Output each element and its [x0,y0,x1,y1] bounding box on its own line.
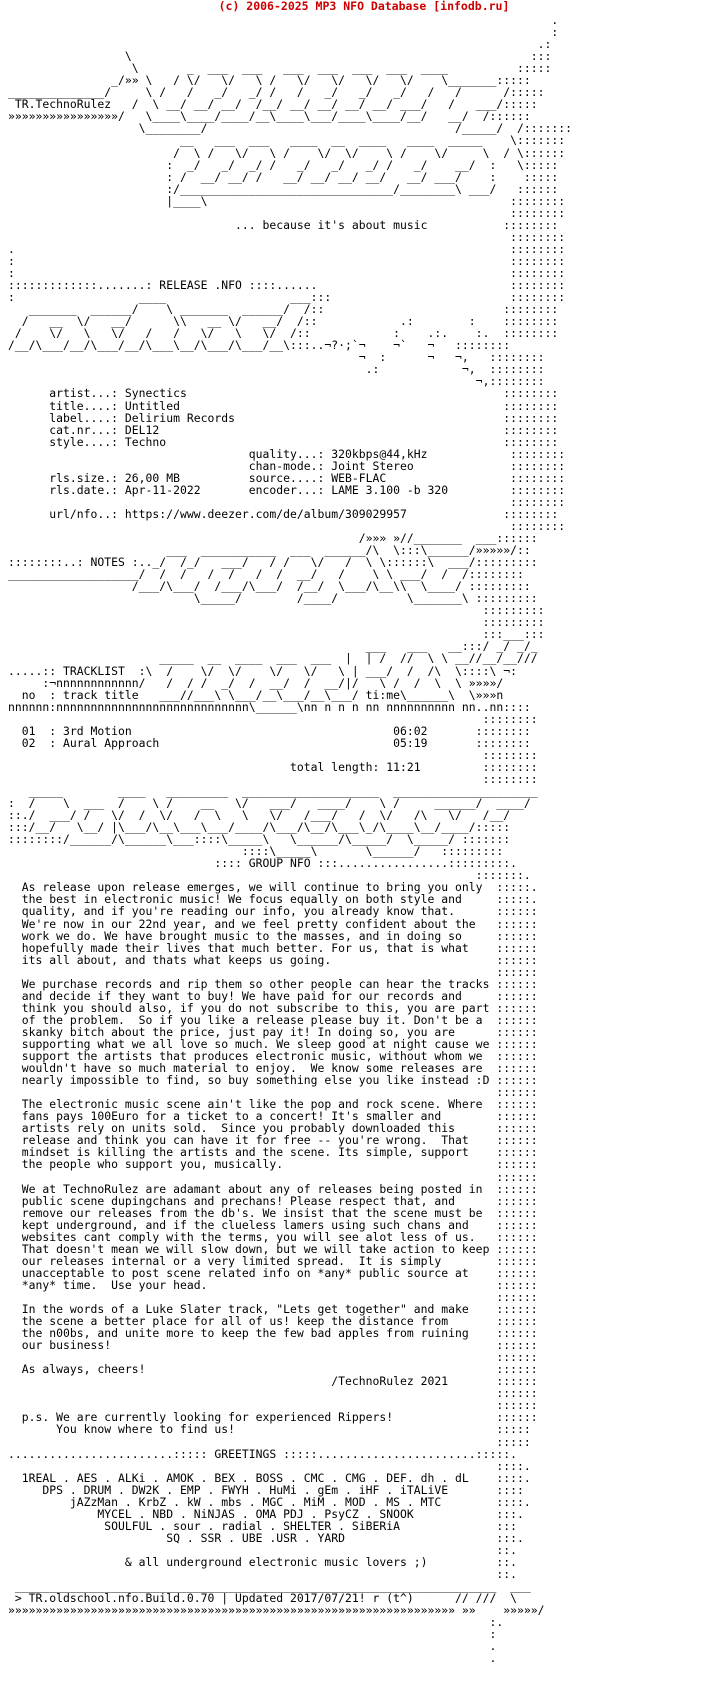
nfo-line: ______________/ \ / / _/ _/ / / _/ _/ _/ / / /::::: [8,85,545,100]
nfo-line: :¬nnnnnnnnnnnn/ / / / _/ / __/ / __/|/ \ / / \ \ »»»»/ [8,675,504,690]
nfo-line: :::/__/ \__/ |\___/\__\___\___/____/\___/\__/\___\_/\____\__/____/::::: [8,820,511,835]
nfo-line: /»»» »//_______ ___:::::: [8,531,538,546]
nfo-line: and decide if they want to buy! We have paid for our records and :::::: [8,988,538,1003]
nfo-line: The electronic music scene ain't like the pop and rock scene. Where :::::: [8,1097,538,1112]
nfo-line: & all underground electronic music lovers ;) ::. [8,1555,517,1569]
nfo-line: . [8,13,559,27]
nfo-line: style....: Techno :::::::: [8,434,559,449]
nfo-line: . [8,1639,497,1654]
nfo-line: total length: 11:21 :::::::: [8,759,538,774]
nfo-line: cat.nr...: DEL12 :::::::: [8,422,559,437]
nfo-line: nnnnnn:nnnnnnnnnnnnnnnnnnnnnnnnnnnn\______\nn n n n nn nnnnnnnnnn nn..nn:::: [8,699,531,714]
nfo-line: : :::::::: [8,265,566,280]
nfo-line: public scene dupingchans and prechans! Please respect that, and :::::: [8,1193,538,1208]
nfo-line: _______ ______/ \ _______ ______/ /:: :::::::: [8,302,559,317]
nfo-line: As release upon release emerges, we will continue to bring you only :::::. [8,880,538,895]
nfo-line: support the artists that produces electronic music, without whom we :::::: [8,1049,538,1064]
nfo-line: :::::::. [8,868,531,883]
nfo-line: 01 : 3rd Motion 06:02 :::::::: [8,723,531,738]
nfo-line: In the words of a Luke Slater track, "Lets get together" and make :::::: [8,1302,538,1317]
nfo-line: kept underground, and if the clueless lamers using such chans and :::::: [8,1217,538,1232]
nfo-line: :::::: [8,1085,538,1100]
nfo-line: :::::::::::::.......: RELEASE .NFO ::::...... :::::::: [8,278,566,293]
nfo-line: .: [8,37,552,52]
nfo-line: We purchase records and rip them so other people can hear the tracks :::::: [8,976,538,991]
nfo-line: |____\ :::::::: [8,193,566,208]
nfo-line: our releases internal or a very limited spread. It is simply :::::: [8,1253,538,1268]
nfo-line: .: ¬, :::::::: [8,362,545,377]
nfo-line: :::::::: [8,205,566,220]
nfo-line: . [8,1651,497,1666]
nfo-line: :::::::: [8,711,538,726]
nfo-line: :::::::: [8,771,538,786]
nfo-line: ¬,:::::::: [8,374,545,389]
nfo-line: : [8,1627,497,1642]
nfo-line: ::. [8,1542,517,1557]
nfo-line: ___________________/ / / / / / / __/ / \ \ ___/ / /:::::::: [8,567,524,582]
nfo-line: TR.TechnoRulez / \ __/ __/ __/ /__/ __/ __/ __/ __/ ___/ / ___/::::: [8,97,538,112]
nfo-line: . :::::::: [8,241,566,256]
nfo-line: fans pays 100Euro for a ticket to a concert! It's smaller and :::::: [8,1109,538,1124]
nfo-line: .....:: TRACKLIST :\ / \/ \/ \/ \/ \ | ___/ / /\ \::::\ ¬: [8,663,517,678]
nfo-line: ___ ___________ ___ ______/\ \:::\______/»»»»»/:: [8,543,531,558]
nfo-line: :. [8,1615,504,1630]
nfo-line: »»»»»»»»»»»»»»»»»»»»»»»»»»»»»»»»»»»»»»»»»»»»»»»»»»»»»»»»»»»»»»»»» »» »»»»»/ [8,1603,545,1618]
nfo-line: chan-mode.: Joint Stereo :::::::: [8,458,566,473]
nfo-line: label....: Delirium Records :::::::: [8,410,559,425]
nfo-line: _____ ____ _________ ____________________ _____________________ [8,784,538,798]
nfo-line: :::::: [8,1289,538,1304]
nfo-line: quality, and if you're reading our info, you already know that. :::::: [8,904,538,919]
nfo-line: ::./ ___/ / \/ / \/ / \ \ \/ /___/ / \/ /\ \/ /__/ [8,808,511,823]
nfo-line: ::::. [8,1458,531,1473]
nfo-line: MYCEL . NBD . NiNJAS . OMA PDJ . PsyCZ . SNOOK :::. [8,1506,524,1521]
nfo-line: / __ \/ __/ \\ __ \/ __/ /:: .: : :::::::: [8,314,559,329]
nfo-line: »»»»»»»»»»»»»»»»/ \____\____/____/__\____\___/____\____/__/ __/ /:::::: [8,109,531,124]
nfo-line: :::::: [8,1398,538,1413]
nfo-line: As always, cheers! :::::: [8,1362,538,1377]
nfo-line: rls.date.: Apr-11-2022 encoder...: LAME 3.100 -b 320 :::::::: [8,482,566,497]
nfo-line: release and think you can have it for free -- you're wrong. That :::::: [8,1133,538,1148]
nfo-line: hopefully made their lives that much better. For us, that is what :::::: [8,940,538,955]
nfo-line: :::::: [8,1386,538,1401]
nfo-line: _/»» \ / \/ \/ \ / \/ \/ \/ \/ \_______::::: [8,73,531,88]
nfo-line: *any* time. Use your head. :::::: [8,1277,538,1292]
nfo-line: DPS . DRUM . DW2K . EMP . FWYH . HuMi . gEm . iHF . iTALiVE :::: [8,1482,524,1497]
nfo-line: ... because it's about music :::::::: [8,217,559,232]
nfo-line: p.s. We are currently looking for experienced Rippers! :::::: [8,1410,538,1425]
nfo-line: websites cant comply with the terms, you will see alot less of us. :::::: [8,1229,538,1244]
nfo-line: :::___::: [8,627,545,642]
nfo-line: ::::::::..: NOTES :.._/ /_/ ___/ / / \/ / \ \::::::\ ___/::::::::: [8,555,538,570]
nfo-line: SQ . SSR . UBE .USR . YARD :::. [8,1530,524,1545]
nfo-line: ::::\_____\ \______/ ::::::::: [8,844,504,859]
nfo-text-body [8,14,572,1664]
nfo-line: __ ___ ___ ____ __ ____ ____ _____ \::::::: [8,133,566,148]
nfo-line: ___ ___ __:::/ _/ _/_ [8,639,538,654]
nfo-line: SOULFUL . sour . radial . SHELTER . SiBERiA ::: [8,1518,517,1533]
nfo-line: its all about, and thats what keeps us going. :::::: [8,952,538,967]
nfo-line: We're now in our 22nd year, and we feel pretty confident about the :::::: [8,916,538,931]
nfo-line: ¬ : ¬ ¬, :::::::: [8,350,545,365]
nfo-line: :::::: [8,1169,538,1184]
nfo-line: mindset is killing the artists and the scene. Its simple, support :::::: [8,1145,538,1160]
nfo-line: skanky bitch about the price, just pay it! In doing so, you are :::::: [8,1024,538,1039]
nfo-line: That doesn't mean we will slow down, but we will take action to keep :::::: [8,1241,538,1256]
nfo-line: remove our releases from the db's. We insist that the scene must be :::::: [8,1205,538,1220]
nfo-line: ::::: [8,1434,531,1449]
nfo-line: unacceptable to post scene related info on *any* public source at :::::: [8,1265,538,1280]
nfo-line: wouldn't have so much material to enjoy. We know some releases are :::::: [8,1061,538,1076]
nfo-line: : ____ ___::: :::::::: [8,290,566,305]
nfo-line: work we do. We have brought music to the masses, and in doing so :::::: [8,928,538,943]
nfo-line: / \/ \ \/ / / \/ \ \/ /:: : .:. :. :::::::: [8,326,559,341]
nfo-line: artist...: Synectics :::::::: [8,386,559,401]
nfo-line: nearly impossible to find, so buy something else you like instead :D :::::: [8,1073,538,1088]
nfo-line: 02 : Aural Approach 05:19 :::::::: [8,735,531,750]
nfo-line: /___/\___/ /___/\___/ /__/ \___/\__\\ \____/ ::::::::: [8,579,531,594]
nfo-line: : _/ _/ _/ / _/ _/ _/ / _/ __/ : \::::: [8,157,559,172]
nfo-line: \_____/ /____/ \_______\ ::::::::: [8,591,538,606]
nfo-line: :::::: [8,1350,538,1365]
nfo-line: rls.size.: 26,00 MB source....: WEB-FLAC :::::::: [8,470,566,485]
nfo-line: : / \ ___ / \ / __ \/ ___/ ____/ \ / ______/ ____/ [8,796,531,811]
nfo-line: :::::: [8,964,538,979]
nfo-database-header: (c) 2006-2025 MP3 NFO Database [infodb.ru] [218,0,510,13]
nfo-line: title....: Untitled :::::::: [8,398,559,413]
nfo-line: ::::::::: [8,603,545,618]
nfo-line: / \ / \/ \ / \/ \/ \ / \/ \ / \:::::: [8,145,566,160]
nfo-line: :/_______________________________/________\ ___/ :::::: [8,181,559,196]
nfo-line: no : track title ___//___\ \___/__\___/__\___/ ti:me\______\ \»»»n [8,687,504,702]
nfo-line: We at TechnoRulez are adamant about any of releases being posted in :::::: [8,1181,538,1196]
nfo-line: :::::::: [8,494,566,509]
nfo-line: ::::::::: [8,615,545,630]
nfo-line: :::: GROUP NFO :::................:::::::::. [8,856,517,871]
nfo-line: :::::::: [8,229,566,244]
nfo-line: think you should also, if you do not subscribe to this, you are part :::::: [8,1000,538,1015]
nfo-line: the n00bs, and unite more to keep the few bad apples from ruining :::::: [8,1326,538,1341]
nfo-line: /TechnoRulez 2021 :::::: [8,1374,538,1389]
nfo-line: ::::::::/______/\______\___::::\_____\ \______/\_____/ \_____/ ::::::: [8,832,511,847]
nfo-line: our business! :::::: [8,1338,538,1353]
nfo-line: :::::::: [8,747,538,762]
nfo-line: > TR.oldschool.nfo.Build.0.70 | Updated 2017/07/21! r (t^) // /// \ [8,1591,517,1606]
nfo-line: : [8,25,559,40]
nfo-line: artists rely on units sold. Since you probably downloaded this :::::: [8,1121,538,1136]
nfo-line: \ _ ___ ___ ___ ___ ___ ___ ____ ::::: [8,61,552,76]
nfo-line: You know where to find us! ::::: [8,1422,531,1437]
nfo-line: the people who support you, musically. :::::: [8,1157,538,1172]
nfo-line: ______________________________________________________________________ ___ [8,1579,531,1594]
nfo-line: ........................::::: GREETINGS :::::.......................:::::. [8,1446,517,1461]
nfo-line: : :::::::: [8,253,566,268]
nfo-line: \________/ /_____/ /::::::: [8,121,572,136]
nfo-line: :::::::: [8,518,566,533]
nfo-line: \ ::: [8,49,552,64]
nfo-line: quality...: 320kbps@44,kHz :::::::: [8,446,566,461]
nfo-line: url/nfo..: https://www.deezer.com/de/album/309029957 :::::::: [8,506,559,521]
nfo-line: supporting what we all love so much. We sleep good at night cause we :::::: [8,1036,538,1051]
nfo-line: ::. [8,1567,517,1582]
nfo-line: the scene a better place for all of us! keep the distance from :::::: [8,1314,538,1329]
nfo-line: jAZzMan . KrbZ . kW . mbs . MGC . MiM . MOD . MS . MTC ::::. [8,1494,531,1509]
nfo-line: the best in electronic music! We focus equally on both style and :::::. [8,892,538,907]
nfo-line: 1REAL . AES . ALKi . AMOK . BEX . BOSS . CMC . CMG . DEF. dh . dL ::::. [8,1470,531,1485]
nfo-line: _____ __ ____ ___ ___ | | / // \ \ __//__/__/// [8,651,538,666]
nfo-line: of the problem. So if you like a release please buy it. Don't be a :::::: [8,1012,538,1027]
nfo-line: : / __/ __/ / __/ __/ __/ __/ __/ ___/ : ::::: [8,169,559,184]
nfo-line: /__/\___/__/\___/__/\___\__/\___/\___/__\:::..¬?·;`¬ ¬` ¬ :::::::: [8,338,511,353]
